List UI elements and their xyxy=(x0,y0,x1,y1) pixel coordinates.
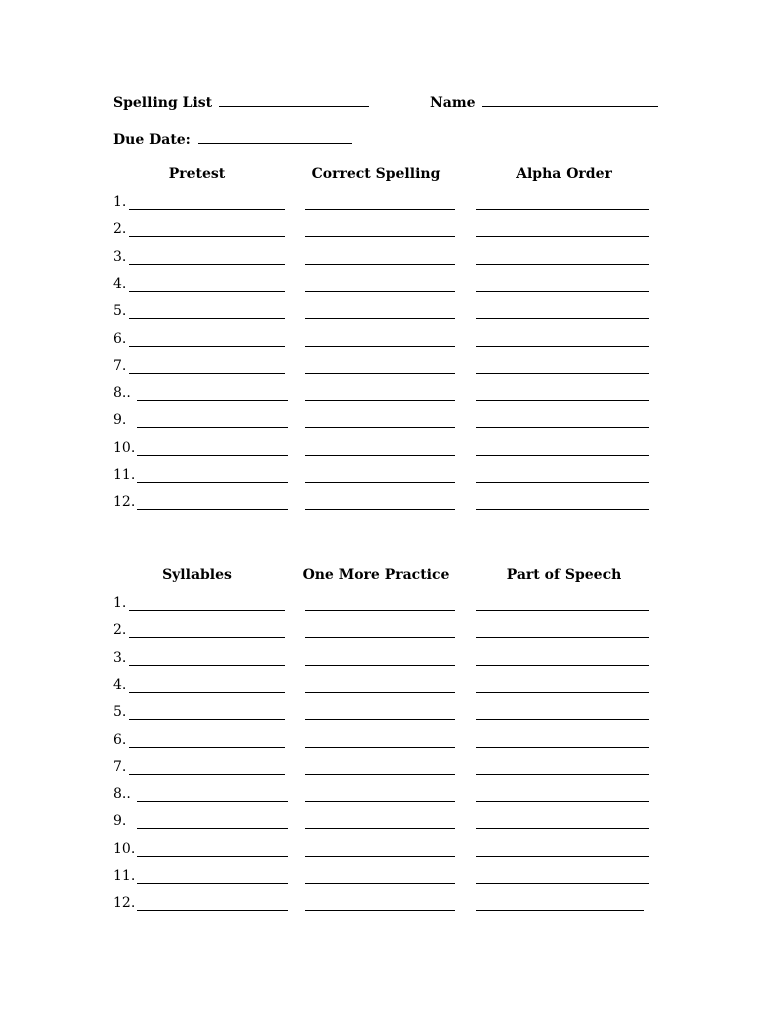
row-number: 9. xyxy=(113,412,127,429)
answer-line-col1[interactable] xyxy=(129,747,285,748)
answer-line-col2[interactable] xyxy=(305,883,455,884)
top-col-header-1: Pretest xyxy=(168,166,226,182)
row-number: 10. xyxy=(113,439,136,456)
answer-line-col2[interactable] xyxy=(305,264,455,265)
answer-line-col1[interactable] xyxy=(129,692,285,693)
answer-line-col2[interactable] xyxy=(305,801,455,802)
answer-line-col1[interactable] xyxy=(129,719,285,720)
answer-line-col2[interactable] xyxy=(305,637,455,638)
answer-line-col3[interactable] xyxy=(476,427,649,428)
answer-line-col2[interactable] xyxy=(305,692,455,693)
answer-line-col3[interactable] xyxy=(476,856,649,857)
answer-line-col2[interactable] xyxy=(305,209,455,210)
name-label: Name xyxy=(430,95,476,111)
answer-line-col1[interactable] xyxy=(137,400,288,401)
row-number: 7. xyxy=(113,357,127,374)
answer-line-col3[interactable] xyxy=(476,719,649,720)
answer-line-col1[interactable] xyxy=(129,264,285,265)
answer-line-col1[interactable] xyxy=(137,427,288,428)
answer-line-col1[interactable] xyxy=(129,209,285,210)
bottom-col-header-3: Part of Speech xyxy=(506,567,622,583)
answer-line-col2[interactable] xyxy=(305,400,455,401)
answer-line-col3[interactable] xyxy=(476,801,649,802)
spelling-list-field xyxy=(113,94,369,111)
answer-line-col3[interactable] xyxy=(476,291,649,292)
row-number: 3. xyxy=(113,649,127,666)
answer-line-col2[interactable] xyxy=(305,236,455,237)
answer-line-col2[interactable] xyxy=(305,455,455,456)
answer-line-col3[interactable] xyxy=(476,747,649,748)
answer-line-col1[interactable] xyxy=(137,801,288,802)
answer-line-col2[interactable] xyxy=(305,373,455,374)
row-number: 11. xyxy=(113,467,136,483)
answer-line-col2[interactable] xyxy=(305,610,455,611)
row-number: 5. xyxy=(113,303,127,320)
due-date-field xyxy=(113,131,352,148)
row-number: 2. xyxy=(113,221,127,238)
row-number: 6. xyxy=(113,330,127,347)
answer-line-col3[interactable] xyxy=(476,209,649,210)
answer-line-col2[interactable] xyxy=(305,910,455,911)
row-number: 11. xyxy=(113,868,136,884)
answer-line-col1[interactable] xyxy=(137,910,288,911)
answer-line-col1[interactable] xyxy=(129,373,285,374)
answer-line-col3[interactable] xyxy=(476,828,649,829)
answer-line-col3[interactable] xyxy=(476,509,649,510)
answer-line-col3[interactable] xyxy=(476,264,649,265)
row-number: 10. xyxy=(113,840,136,857)
answer-line-col1[interactable] xyxy=(129,665,285,666)
answer-line-col2[interactable] xyxy=(305,828,455,829)
answer-line-col3[interactable] xyxy=(476,455,649,456)
answer-line-col1[interactable] xyxy=(137,509,288,510)
answer-line-col3[interactable] xyxy=(476,637,649,638)
answer-line-col2[interactable] xyxy=(305,291,455,292)
row-number: 1. xyxy=(113,194,127,210)
answer-line-col3[interactable] xyxy=(476,883,649,884)
answer-line-col1[interactable] xyxy=(129,637,285,638)
row-number: 12. xyxy=(113,494,136,511)
answer-line-col1[interactable] xyxy=(137,455,288,456)
answer-line-col1[interactable] xyxy=(129,774,285,775)
name-field xyxy=(430,94,658,111)
answer-line-col3[interactable] xyxy=(476,346,649,347)
answer-line-col2[interactable] xyxy=(305,318,455,319)
answer-line-col3[interactable] xyxy=(476,774,649,775)
row-number: 5. xyxy=(113,704,127,721)
answer-line-col3[interactable] xyxy=(476,318,649,319)
answer-line-col3[interactable] xyxy=(476,665,649,666)
row-number: 8.. xyxy=(113,385,131,402)
answer-line-col3[interactable] xyxy=(476,610,649,611)
answer-line-col1[interactable] xyxy=(129,291,285,292)
row-number: 4. xyxy=(113,275,127,292)
answer-line-col1[interactable] xyxy=(137,883,288,884)
spelling-list-blank[interactable] xyxy=(219,94,369,107)
answer-line-col1[interactable] xyxy=(137,482,288,483)
answer-line-col1[interactable] xyxy=(129,610,285,611)
answer-line-col3[interactable] xyxy=(476,482,649,483)
answer-line-col3[interactable] xyxy=(476,373,649,374)
answer-line-col2[interactable] xyxy=(305,346,455,347)
answer-line-col1[interactable] xyxy=(129,236,285,237)
due-date-blank[interactable] xyxy=(198,131,352,144)
answer-line-col3[interactable] xyxy=(476,400,649,401)
row-number: 1. xyxy=(113,595,127,611)
bottom-col-header-2: One More Practice xyxy=(302,567,450,583)
answer-line-col2[interactable] xyxy=(305,427,455,428)
answer-line-col2[interactable] xyxy=(305,482,455,483)
spelling-list-label: Spelling List xyxy=(113,95,213,111)
answer-line-col2[interactable] xyxy=(305,719,455,720)
answer-line-col3[interactable] xyxy=(476,910,644,911)
answer-line-col2[interactable] xyxy=(305,774,455,775)
answer-line-col1[interactable] xyxy=(137,856,288,857)
row-number: 3. xyxy=(113,248,127,265)
row-number: 4. xyxy=(113,676,127,693)
answer-line-col2[interactable] xyxy=(305,747,455,748)
row-number: 9. xyxy=(113,813,127,830)
answer-line-col1[interactable] xyxy=(137,828,288,829)
top-col-header-3: Alpha Order xyxy=(516,166,612,182)
answer-line-col1[interactable] xyxy=(129,318,285,319)
answer-line-col2[interactable] xyxy=(305,509,455,510)
top-col-header-2: Correct Spelling xyxy=(311,166,441,182)
answer-line-col2[interactable] xyxy=(305,665,455,666)
answer-line-col2[interactable] xyxy=(305,856,455,857)
answer-line-col3[interactable] xyxy=(476,236,649,237)
name-blank[interactable] xyxy=(482,94,658,107)
row-number: 7. xyxy=(113,758,127,775)
row-number: 12. xyxy=(113,895,136,912)
row-number: 8.. xyxy=(113,786,131,803)
row-number: 6. xyxy=(113,731,127,748)
bottom-col-header-1: Syllables xyxy=(162,567,232,583)
answer-line-col1[interactable] xyxy=(129,346,285,347)
due-date-label: Due Date: xyxy=(113,132,191,148)
answer-line-col3[interactable] xyxy=(476,692,649,693)
row-number: 2. xyxy=(113,622,127,639)
